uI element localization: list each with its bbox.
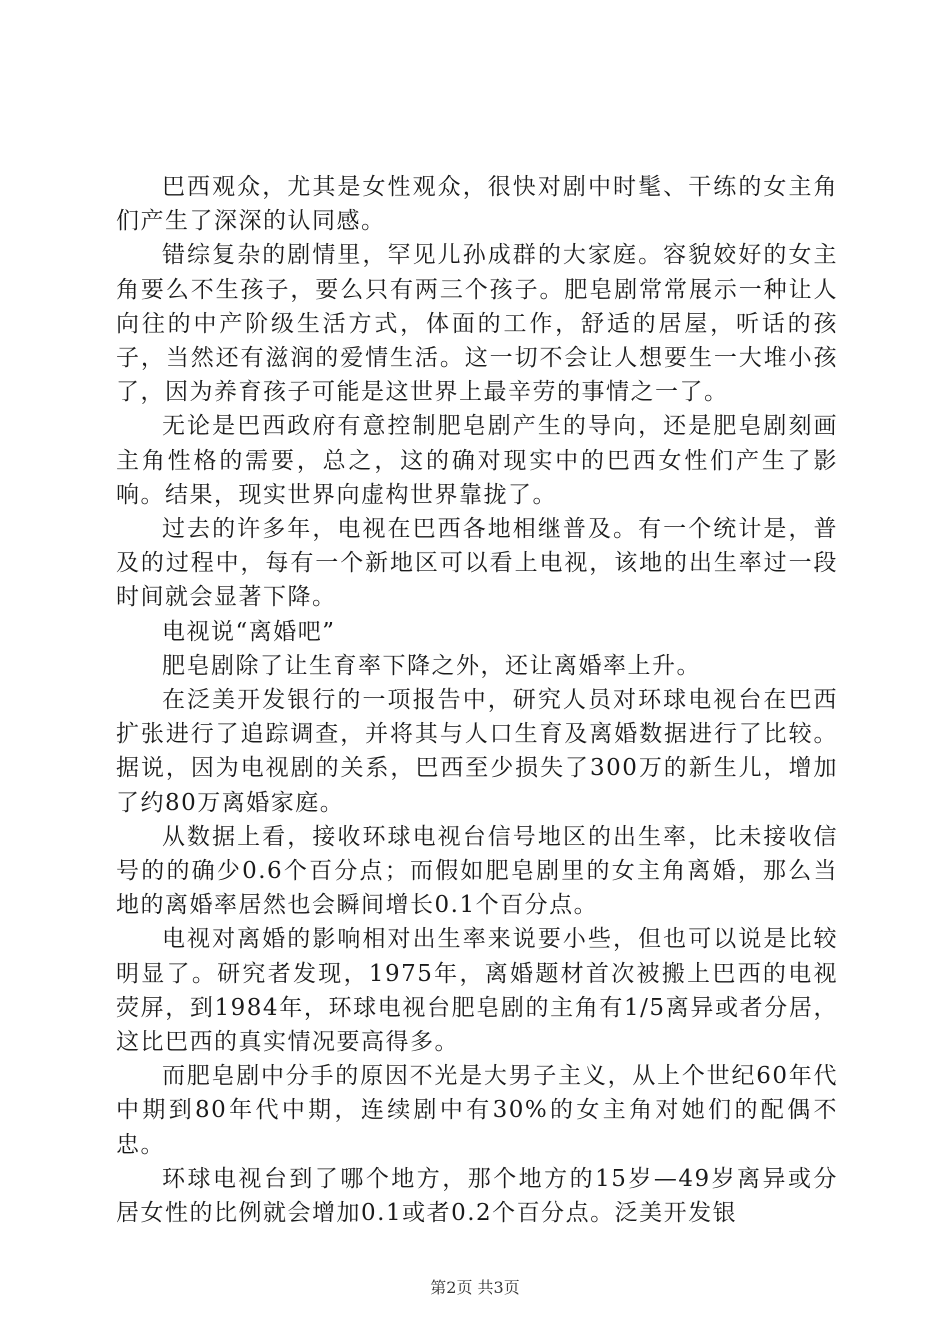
document-body bbox=[116, 170, 838, 1230]
paragraph: 而肥皂剧中分手的原因不光是大男子主义，从上个世纪60年代中期到80年代中期，连续剧中有30%的女主角对她们的配偶不忠。 bbox=[116, 1063, 838, 1158]
paragraph: 从数据上看，接收环球电视台信号地区的出生率，比未接收信号的的确少0.6个百分点；而假如肥皂剧里的女主角离婚，那么当地的离婚率居然也会瞬间增长0.1个百分点。 bbox=[116, 823, 838, 919]
paragraph: 无论是巴西政府有意控制肥皂剧产生的导向，还是肥皂剧刻画主角性格的需要，总之，这的确对现实中的巴西女性们产生了影响。结果，现实世界向虚构世界靠拢了。 bbox=[116, 413, 838, 508]
section-heading: 电视说“离婚吧” bbox=[162, 618, 336, 645]
paragraph: 错综复杂的剧情里，罕见儿孙成群的大家庭。容貌姣好的女主角要么不生孩子，要么只有两三个孩子。肥皂剧常常展示一种让人向往的中产阶级生活方式，体面的工作，舒适的居屋，听话的孩子，当然还有滋润的爱情生活。这一切不会让人想要生一大堆小孩了，因为养育孩子可能是这世界上最辛劳的事情之一了。 bbox=[116, 242, 838, 406]
paragraph: 肥皂剧除了让生育率下降之外，还让离婚率上升。 bbox=[162, 652, 701, 679]
paragraph: 在泛美开发银行的一项报告中，研究人员对环球电视台在巴西扩张进行了追踪调查，并将其与人口生育及离婚数据进行了比较。据说，因为电视剧的关系，巴西至少损失了300万的新生儿，增加了约80万离婚家庭。 bbox=[116, 687, 838, 816]
paragraph: 过去的许多年，电视在巴西各地相继普及。有一个统计是，普及的过程中，每有一个新地区可以看上电视，该地的出生率过一段时间就会显著下降。 bbox=[116, 516, 838, 611]
paragraph: 巴西观众，尤其是女性观众，很快对剧中时髦、干练的女主角们产生了深深的认同感。 bbox=[116, 174, 838, 235]
paragraph: 电视对离婚的影响相对出生率来说要小些，但也可以说是比较明显了。研究者发现，1975年，离婚题材首次被搬上巴西的电视荧屏，到1984年，环球电视台肥皂剧的主角有1/5离异或者分居，这比巴西的真实情况要高得多。 bbox=[116, 926, 838, 1056]
paragraph: 环球电视台到了哪个地方，那个地方的15岁—49岁离异或分居女性的比例就会增加0.1或者0.2个百分点。泛美开发银 bbox=[116, 1165, 838, 1227]
page-number-footer: 第2页 共3页 bbox=[430, 1278, 520, 1297]
